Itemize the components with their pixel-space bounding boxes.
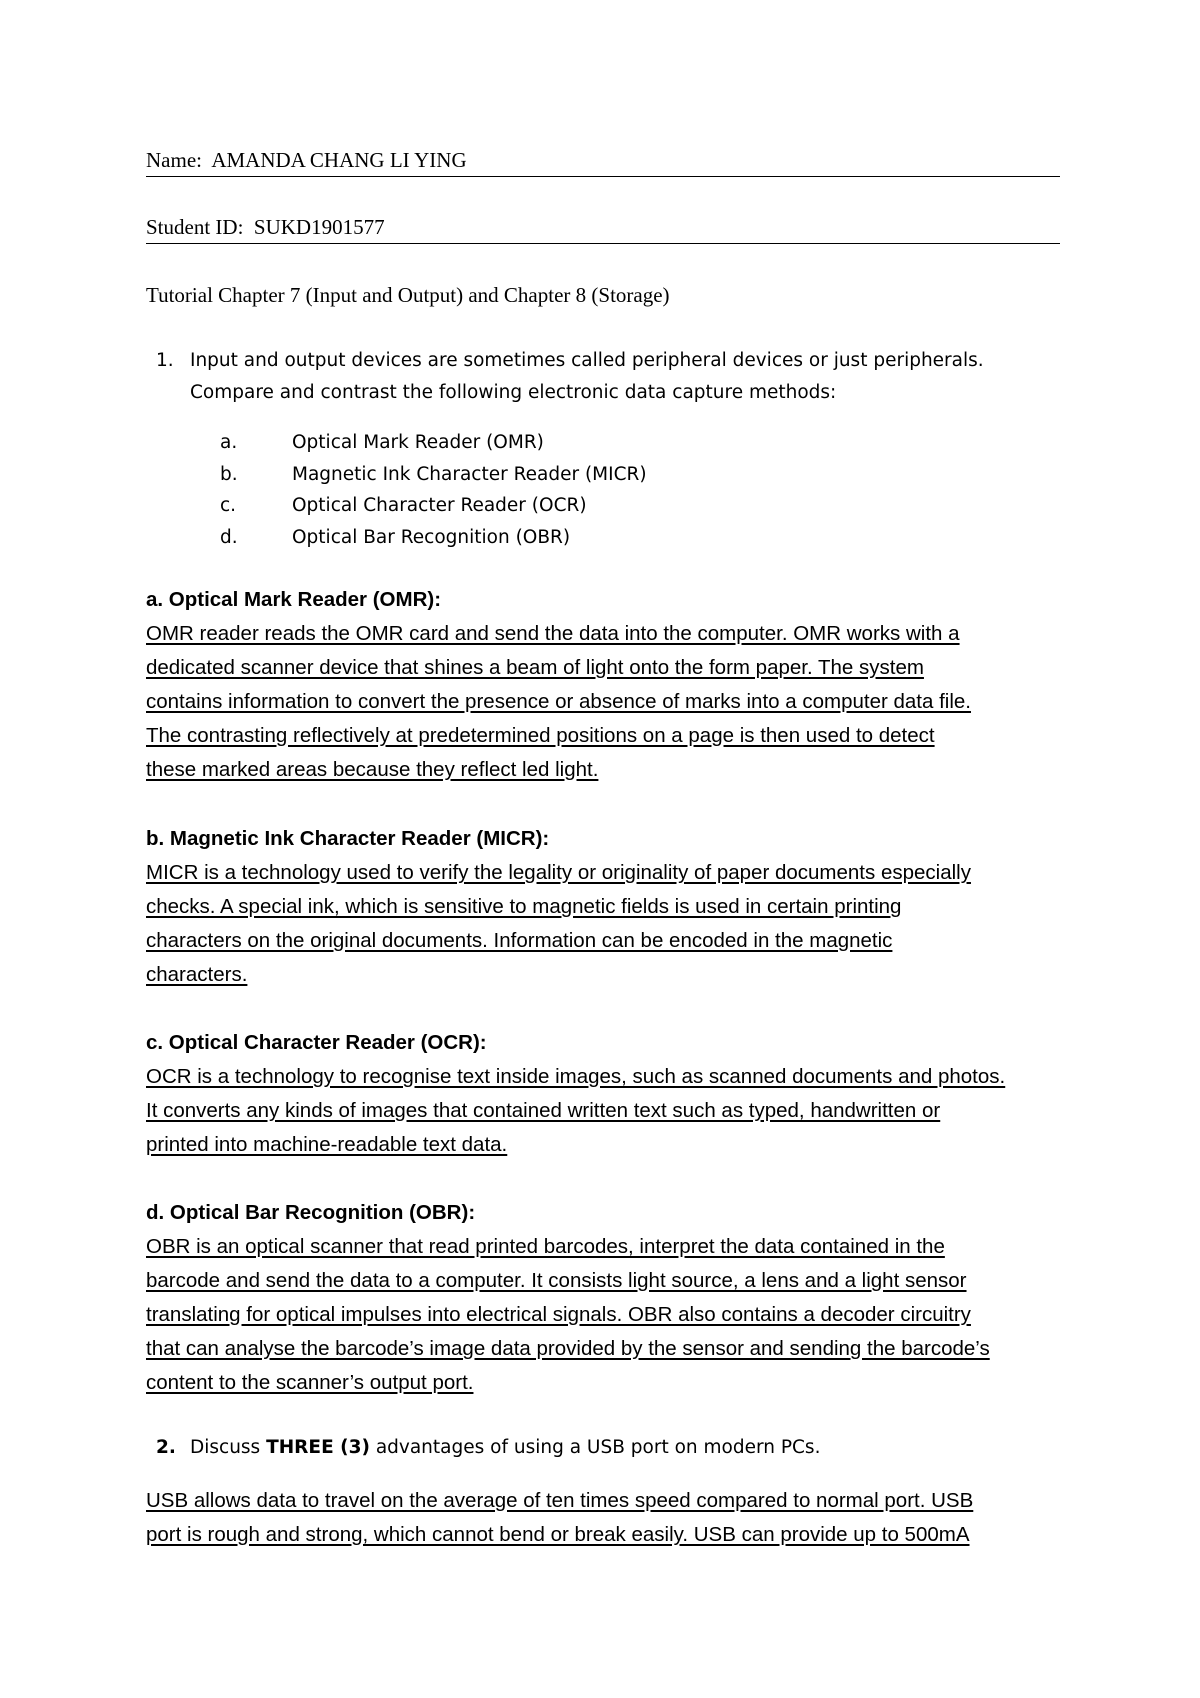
- question-2-number: 2.: [156, 1437, 176, 1458]
- answer-line: checks. A special ink, which is sensitive to magnetic fields is used in certain printing: [146, 895, 902, 918]
- answer-line: these marked areas because they reflect led light.: [146, 758, 599, 781]
- answer-line: MICR is a technology used to verify the legality or originality of paper documents especially: [146, 861, 971, 884]
- answer-line: that can analyse the barcode’s image data provided by the sensor and sending the barcode’s: [146, 1337, 990, 1360]
- question-1-number: 1.: [156, 350, 174, 371]
- option-item: b. Magnetic Ink Character Reader (MICR): [220, 463, 647, 485]
- answer-omr-heading: a. Optical Mark Reader (OMR):: [146, 588, 442, 611]
- answer-line: contains information to convert the presence or absence of marks into a computer data file.: [146, 690, 971, 713]
- answer-micr: [146, 822, 1076, 992]
- answer-line: printed into machine-readable text data.: [146, 1133, 508, 1156]
- name-value: AMANDA CHANG LI YING: [211, 148, 467, 172]
- answer-line: characters on the original documents. Information can be encoded in the magnetic: [146, 929, 893, 952]
- answer-line: USB allows data to travel on the average of ten times speed compared to normal port. USB: [146, 1489, 974, 1512]
- question-1-options: [220, 427, 647, 553]
- answer-micr-heading: b. Magnetic Ink Character Reader (MICR):: [146, 827, 550, 850]
- answer-obr: [146, 1196, 1076, 1400]
- answer-line: OCR is a technology to recognise text inside images, such as scanned documents and photos.: [146, 1065, 1006, 1088]
- answer-line: dedicated scanner device that shines a beam of light onto the form paper. The system: [146, 656, 924, 679]
- answer-line: It converts any kinds of images that contained written text such as typed, handwritten or: [146, 1099, 941, 1122]
- answer-ocr: [146, 1026, 1076, 1162]
- answer-line: translating for optical impulses into electrical signals. OBR also contains a decoder circuitry: [146, 1303, 971, 1326]
- answer-ocr-heading: c. Optical Character Reader (OCR):: [146, 1031, 487, 1054]
- option-item: d. Optical Bar Recognition (OBR): [220, 526, 571, 548]
- question-1: [146, 345, 1066, 409]
- option-item: a. Optical Mark Reader (OMR): [220, 432, 544, 453]
- answer-omr: [146, 583, 1076, 787]
- option-item: c. Optical Character Reader (OCR): [220, 495, 587, 516]
- answer-line: port is rough and strong, which cannot bend or break easily. USB can provide up to 500mA: [146, 1523, 970, 1546]
- question-1-text: Input and output devices are sometimes called peripheral devices or just peripherals. Compare and contrast the following electronic data capture methods:: [190, 350, 984, 403]
- answer-line: barcode and send the data to a computer. It consists light source, a lens and a light sensor: [146, 1269, 967, 1292]
- answer-line: OBR is an optical scanner that read printed barcodes, interpret the data contained in the: [146, 1235, 945, 1258]
- name-label: Name:: [146, 148, 202, 172]
- tutorial-title: Tutorial Chapter 7 (Input and Output) and Chapter 8 (Storage): [146, 283, 670, 307]
- answer-usb: [146, 1484, 1076, 1552]
- answer-obr-heading: d. Optical Bar Recognition (OBR):: [146, 1201, 476, 1224]
- name-field: [146, 148, 1060, 177]
- student-id-value: SUKD1901577: [253, 215, 385, 239]
- student-id-field: [146, 215, 1060, 244]
- question-2-text: Discuss THREE (3) advantages of using a USB port on modern PCs.: [190, 1437, 821, 1458]
- question-2: [146, 1437, 820, 1458]
- answer-line: The contrasting reflectively at predetermined positions on a page is then used to detect: [146, 724, 935, 747]
- answer-line: characters.: [146, 963, 248, 986]
- answer-line: OMR reader reads the OMR card and send the data into the computer. OMR works with a: [146, 622, 960, 645]
- answer-line: content to the scanner’s output port.: [146, 1371, 474, 1394]
- student-id-label: Student ID:: [146, 215, 244, 239]
